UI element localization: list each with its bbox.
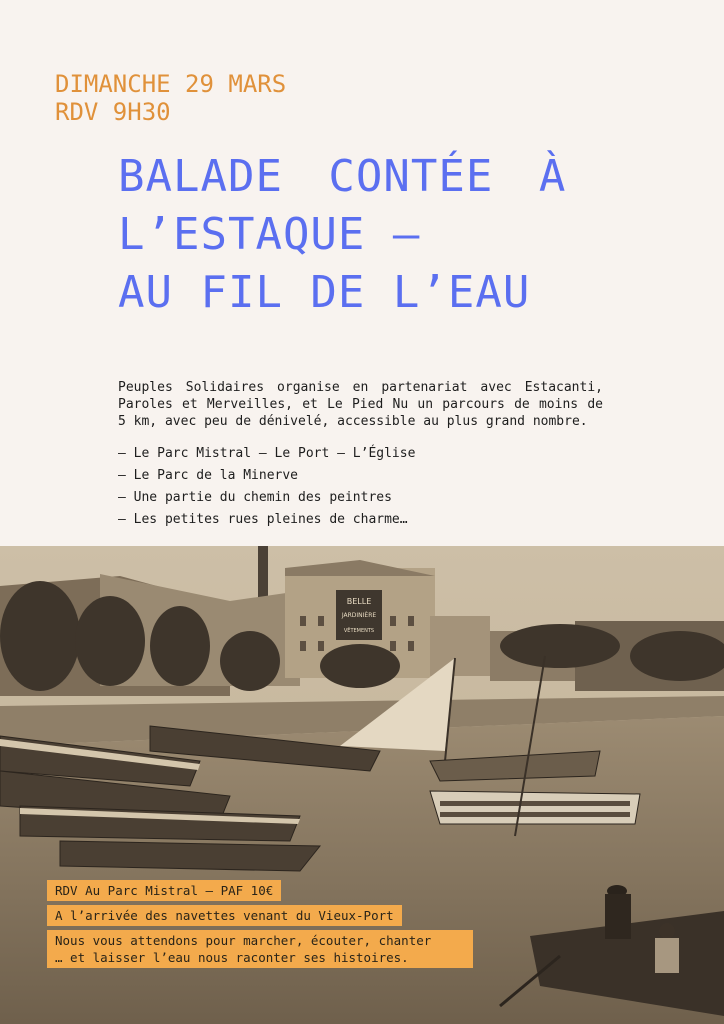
event-date (55, 70, 286, 126)
route-item: – Le Parc Mistral – Le Port – L’Église (118, 446, 416, 461)
route-item: – Les petites rues pleines de charme… (118, 512, 408, 527)
invite-line-1: Nous vous attendons pour marcher, écouter, chanter (55, 933, 432, 948)
title-line-1: BALADE CONTÉE À (118, 151, 567, 202)
intro-paragraph: Peuples Solidaires organise en partenariat avec Estacanti, Paroles et Merveilles, et Le Pied Nu un parcours de moins de 5 km, avec peu de dénivelé, accessible au plus grand nombre. (118, 380, 603, 429)
event-time: RDV 9H30 (55, 98, 171, 126)
route-item: – Le Parc de la Minerve (118, 468, 299, 483)
meeting-banner: RDV Au Parc Mistral – PAF 10€ (47, 880, 281, 901)
title-line-2: L’ESTAQUE – (118, 209, 421, 260)
invite-banner (47, 930, 473, 968)
arrival-banner: A l’arrivée des navettes venant du Vieux-Port (47, 905, 402, 926)
sign-line-3: VÊTEMENTS (343, 628, 375, 634)
route-item: – Une partie du chemin des peintres (118, 490, 392, 505)
info-banners (47, 880, 473, 972)
sign-line-1: BELLE (346, 597, 372, 606)
invite-line-2: … et laisser l’eau nous raconter ses histoires. (55, 950, 409, 965)
event-day: DIMANCHE 29 MARS (55, 70, 287, 98)
route-list (118, 445, 618, 533)
page-title (118, 148, 618, 322)
sign-line-2: JARDINIÈRE (341, 612, 377, 619)
title-line-3: AU FIL DE L’EAU (118, 267, 531, 318)
